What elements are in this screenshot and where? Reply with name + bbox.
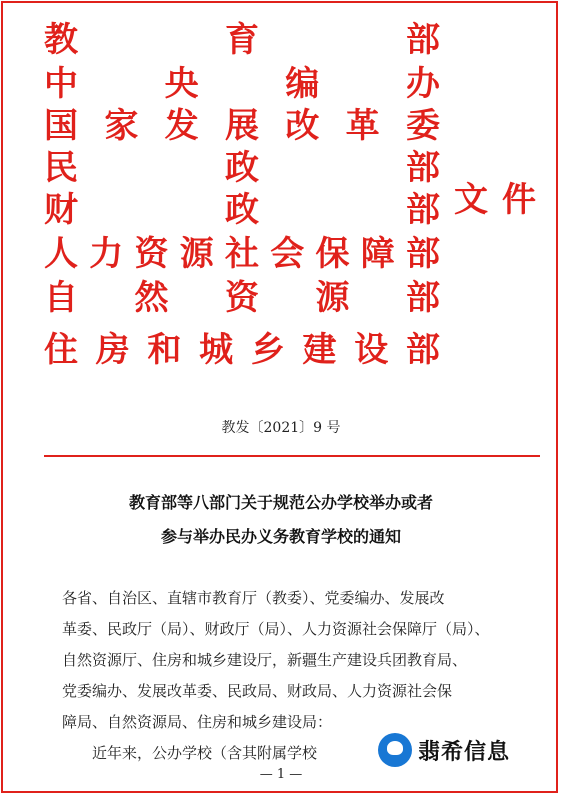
agency-char: 部 — [406, 20, 440, 60]
agency-char: 央 — [164, 64, 199, 104]
agency-char: 障 — [360, 234, 395, 274]
agency-char: 政 — [225, 190, 259, 230]
agency-char: 会 — [270, 234, 305, 274]
notice-title-line-2: 参与举办民办义务教育学校的通知 — [160, 527, 401, 546]
agency-row — [44, 330, 440, 370]
agency-char: 资 — [134, 234, 169, 274]
agency-char: 部 — [406, 148, 440, 188]
agency-char: 自 — [44, 278, 78, 318]
agency-char: 城 — [199, 330, 234, 370]
agency-char: 中 — [44, 64, 78, 104]
addressee-line: 各省、自治区、直辖市教育厅（教委）、党委编办、发展改 — [62, 589, 445, 607]
notice-title-line-1: 教育部等八部门关于规范公办学校举办或者 — [128, 493, 433, 512]
agency-row — [44, 234, 440, 274]
page-number: — 1 — — [259, 767, 303, 782]
agency-char: 教 — [44, 20, 78, 60]
agency-row — [44, 106, 440, 146]
agency-char: 人 — [44, 234, 78, 274]
agency-char: 国 — [44, 106, 78, 146]
agency-char: 资 — [225, 278, 259, 318]
agency-char: 部 — [406, 278, 440, 318]
paragraph-start: 近年来，公办学校（含其附属学校 — [92, 744, 318, 762]
agency-char: 编 — [285, 64, 320, 104]
agency-char: 房 — [95, 330, 130, 370]
agency-char: 部 — [405, 330, 440, 370]
agency-char: 发 — [164, 106, 199, 146]
agency-char: 力 — [89, 234, 124, 274]
agency-char: 源 — [179, 234, 214, 274]
bird-logo-icon — [378, 733, 412, 767]
agency-char: 住 — [44, 330, 78, 370]
watermark-text: 翡希信息 — [418, 739, 511, 765]
agency-char: 部 — [406, 234, 440, 274]
agency-row — [44, 148, 440, 188]
agency-char: 展 — [224, 106, 259, 146]
addressee-line: 党委编办、发展改革委、民政局、财政局、人力资源社会保 — [62, 682, 453, 700]
agency-char: 保 — [315, 234, 350, 274]
agency-char: 设 — [354, 330, 389, 370]
doc-type-label: 文件 — [454, 180, 550, 220]
agency-char: 政 — [225, 148, 259, 188]
agency-char: 革 — [345, 106, 380, 146]
agency-char: 建 — [302, 330, 337, 370]
agency-char: 民 — [44, 148, 78, 188]
agency-row — [44, 20, 440, 60]
document-number: 教发〔2021〕9 号 — [221, 420, 341, 436]
agency-char: 办 — [405, 64, 440, 104]
addressee-line: 自然资源厅、住房和城乡建设厅，新疆生产建设兵团教育局、 — [62, 651, 468, 669]
agency-char: 家 — [104, 106, 139, 146]
watermark-logo — [378, 724, 528, 776]
agency-char: 和 — [147, 330, 182, 370]
agency-char: 委 — [405, 106, 440, 146]
red-separator-line — [44, 455, 540, 457]
agency-char: 源 — [315, 278, 350, 318]
agency-char: 然 — [134, 278, 169, 318]
agency-row — [44, 190, 440, 230]
agency-char: 财 — [44, 190, 78, 230]
agency-char: 改 — [285, 106, 320, 146]
agency-row — [44, 278, 440, 318]
agency-char: 部 — [406, 190, 440, 230]
agency-char: 乡 — [250, 330, 285, 370]
agency-char: 社 — [225, 234, 259, 274]
agency-char: 育 — [225, 20, 259, 60]
addressee-line: 障局、自然资源局、住房和城乡建设局： — [62, 713, 333, 731]
agency-row — [44, 64, 440, 104]
addressee-line: 革委、民政厅（局）、财政厅（局）、人力资源社会保障厅（局）、 — [62, 620, 490, 638]
